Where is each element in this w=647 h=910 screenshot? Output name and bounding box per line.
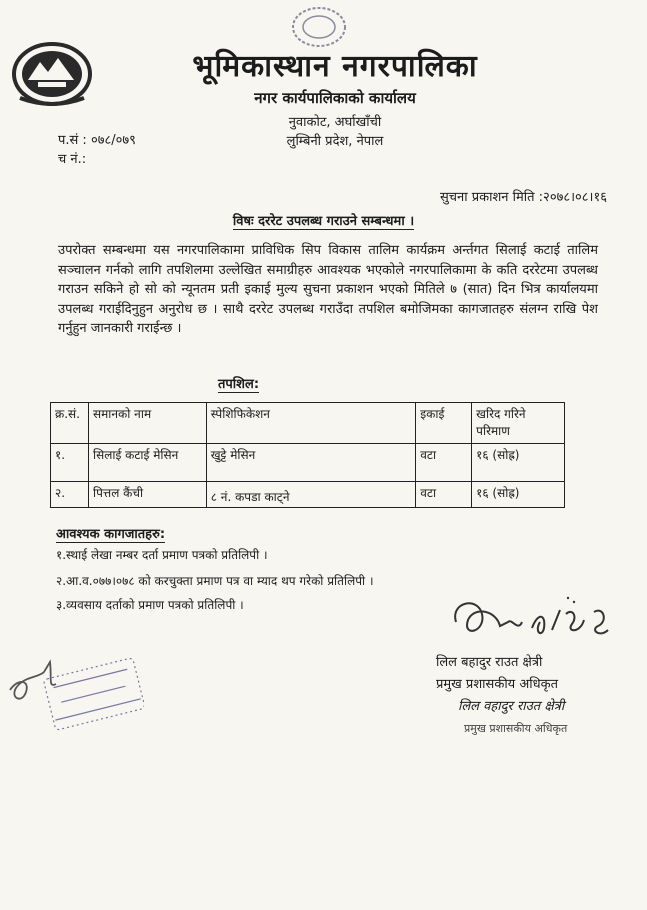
dispatch-number: च नं.: bbox=[58, 152, 87, 167]
signatory-title: प्रमुख प्रशासकीय अधिकृत bbox=[436, 677, 559, 692]
cell-item-name: सिलाई कटाई मेसिन bbox=[88, 444, 206, 482]
table-row bbox=[51, 444, 565, 482]
requirement-item: २.आ.व.०७७।०७८ को करचुक्ता प्रमाण पत्र वा म्याद थप गरेको प्रतिलिपी । bbox=[56, 574, 374, 588]
requirement-item: १.स्थाई लेखा नम्बर दर्ता प्रमाण पत्रको प्रतिलिपी । bbox=[56, 548, 268, 562]
header-unit: इकाई bbox=[416, 403, 472, 444]
cell-quantity: १६ (सोह्र) bbox=[472, 444, 565, 482]
cell-unit: वटा bbox=[416, 444, 472, 482]
header-specification: स्पेशिफिकेशन bbox=[206, 403, 416, 444]
office-province: लुम्बिनी प्रदेश, नेपाल bbox=[286, 134, 384, 149]
cell-quantity: १६ (सोह्र) bbox=[472, 482, 565, 508]
requirements-heading: आवश्यक कागजातहरु: bbox=[56, 524, 165, 543]
cell-specification: ८ नं. कपडा काट्ने bbox=[206, 482, 416, 508]
signature-icon bbox=[448, 592, 618, 650]
cell-specification: खुट्टे मेसिन bbox=[206, 444, 416, 482]
subject-text: विषः दररेट उपलब्ध गराउने सम्बन्धमा । bbox=[232, 214, 415, 229]
requirement-item: ३.व्यवसाय दर्ताको प्रमाण पत्रको प्रतिलिपी । bbox=[56, 598, 244, 612]
cell-sn: २. bbox=[51, 482, 89, 508]
header-item-name: समानको नाम bbox=[88, 403, 206, 444]
reference-number: प.सं : ०७८/०७९ bbox=[58, 133, 136, 148]
office-name: नगर कार्यपालिकाको कार्यालय bbox=[254, 89, 416, 107]
round-seal-icon bbox=[290, 5, 348, 49]
body-paragraph: उपरोक्त सम्बन्धमा यस नगरपालिकामा प्राविधिक सिप विकास तालिम कार्यक्रम अर्न्तगत सिलाई कटाई तालिम सञ्चालन गर्नको लागि तपशिलमा उल्लेखित समाग्रीहरु आवश्यक भएकोले नगरपालिकामा के कति दररेटमा उपलब्ध गराउन सकिने हो सो को न्यूनतम प्रती इकाई मुल्य सुचना प्रकाशन भएको मितिले ७ (सात) दिन भित्र कार्यालयमा उपलब्ध गराईदिनुहुन अनुरोध छ । साथै दररेट उपलब्ध गराउँदा तपशिल बमोजिमका कागजातहरु संलग्न राखि पेश गर्नुहुन जानकारी गराईन्छ । bbox=[58, 243, 598, 336]
signatory-name: लिल बहादुर राउत क्षेत्री bbox=[436, 655, 543, 670]
table-header-row bbox=[51, 403, 565, 444]
signatory-block bbox=[436, 652, 567, 740]
subject-line bbox=[0, 211, 647, 229]
details-heading: तपशिल: bbox=[218, 374, 259, 393]
office-stamp-icon bbox=[4, 648, 144, 738]
cell-item-name: पित्तल कैंची bbox=[88, 482, 206, 508]
emblem-logo-icon bbox=[10, 40, 94, 108]
header-sn: क्र.सं. bbox=[51, 403, 89, 444]
page-title: भूमिकास्थान नगरपालिका bbox=[192, 49, 478, 84]
signatory-name-stamp: लिल वहादुर राउत क्षेत्री bbox=[458, 699, 565, 714]
table-row bbox=[51, 482, 565, 508]
cell-sn: १. bbox=[51, 444, 89, 482]
cell-unit: वटा bbox=[416, 482, 472, 508]
signatory-title-stamp: प्रमुख प्रशासकीय अधिकृत bbox=[464, 722, 568, 735]
items-table bbox=[50, 402, 565, 508]
office-location: नुवाकोट, अर्घाखाँची bbox=[288, 115, 382, 130]
header-quantity: खरिद गरिने परिमाण bbox=[472, 403, 565, 444]
publication-date: सुचना प्रकाशन मिति :२०७८।०८।१६ bbox=[439, 190, 607, 205]
